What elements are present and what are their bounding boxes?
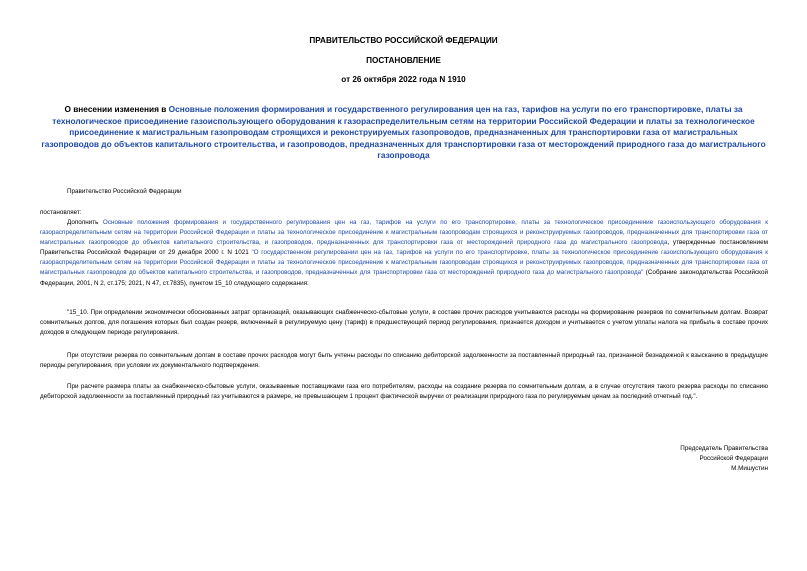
government-label: Правительство Российской Федерации xyxy=(67,188,182,195)
signature-position: Председатель Правительства xyxy=(680,445,768,452)
resolution-1021-link[interactable]: "О государственном регулировании цен на газ, тарифов на услуги по его транспортировке, платы за технологическое присоединение газоиспользующего оборудования к газораспределительным сетям на территории Российской Федерации и платы за технологическое присоединение к магистральным газопроводам строящихся и реконструируемых газопроводов, предназначенных для транспортировки газа от магистральных газопроводов до объектов капитального строительства, и газопроводов, предназначенных для транспортировки газа от месторождений природного газа до магистрального газопровода" xyxy=(40,249,768,277)
signature-name: М.Мишустин xyxy=(731,465,768,473)
document-type-heading: ПОСТАНОВЛЕНИЕ xyxy=(366,56,441,65)
no-reserve-paragraph: При отсутствии резерва по сомнительным долгам в составе прочих расходов могут быть учтены расходы по списанию дебиторской задолженности за поставленный природный газ, признанной безнадежной к взысканию в предыдущие периоды регулирования, при условии их документального подтверждения. xyxy=(40,352,768,370)
document-title xyxy=(40,104,767,162)
resolves-label: постановляет: xyxy=(40,209,82,216)
basic-provisions-link[interactable]: Основные положения формирования и государственного регулирования цен на газ, тарифов на услуги по его транспортировке, платы за технологическое присоединение газоиспользующего оборудования к газораспределительным сетям на территории Российской Федерации и платы за технологическое присоединение к магистральным газопроводам строящихся и реконструируемых газопроводов, предназначенных для транспортировки газа от магистральных газопроводов до объектов капитального строительства, и газопроводов, предназначенных для транспортировки газа от месторождений природного газа до магистрального газопровода xyxy=(40,219,768,247)
amendment-paragraph xyxy=(40,218,768,289)
clause-15-10-paragraph: "15_10. При определении экономически обоснованных затрат организаций, оказывающих снабженческо-сбытовые услуги, в составе прочих расходов учитываются расходы на формирование резервов по сомнительным долгам. Возврат сомнительных долгов, для погашения которых был создан резерв, включенный в регулируемую цену (тариф) в предшествующий период регулирования, признается доходом и учитывается с учетом уплаты налога на прибыль в составе прочих доходов в следующем периоде регулирования. xyxy=(40,309,768,337)
signature-organization: Российской Федерации xyxy=(699,455,768,463)
signature-block xyxy=(680,444,768,475)
para1-start: Дополнить xyxy=(67,219,103,226)
title-link[interactable]: Основные положения формирования и государственного регулирования цен на газ, тарифов на услуги по его транспортировке, платы за технологическое присоединение газоиспользующего оборудования к газораспределительным сетям на территории Российской Федерации и платы за технологическое присоединение к магистральным газопроводам строящихся и реконструируемых газопроводов, предназначенных для транспортировки газа от магистральных газопроводов до объектов капитального строительства, и газопроводов, предназначенных для транспортировки газа от месторождений природного газа до магистрального газопровода xyxy=(41,104,766,161)
fee-calculation-paragraph: При расчете размера платы за снабженческо-сбытовые услуги, оказываемые поставщиками газа его потребителям, расходы на создание резерва по сомнительным долгам, а в случае отсутствия такого резерва расходы по списанию дебиторской задолженности за поставленный природный газ учитываются в размере, не превышающем 1 процент фактической выручки от реализации природного газа по регулируемым ценам за последний отчетный год.". xyxy=(40,383,768,401)
para1-middle: , утвержденные постановлением Правительства Российской Федерации от 29 декабря 2000 г. N 1021 xyxy=(40,239,768,257)
date-number-heading: от 26 октября 2022 года N 1910 xyxy=(341,75,466,84)
title-prefix: О внесении изменения в xyxy=(64,104,169,114)
government-heading: ПРАВИТЕЛЬСТВО РОССИЙСКОЙ ФЕДЕРАЦИИ xyxy=(309,36,498,45)
para1-end: (Собрание законодательства Российской Федерации, 2001, N 2, ст.175; 2021, N 47, ст.7835), пунктом 15_10 следующего содержания: xyxy=(40,269,769,287)
